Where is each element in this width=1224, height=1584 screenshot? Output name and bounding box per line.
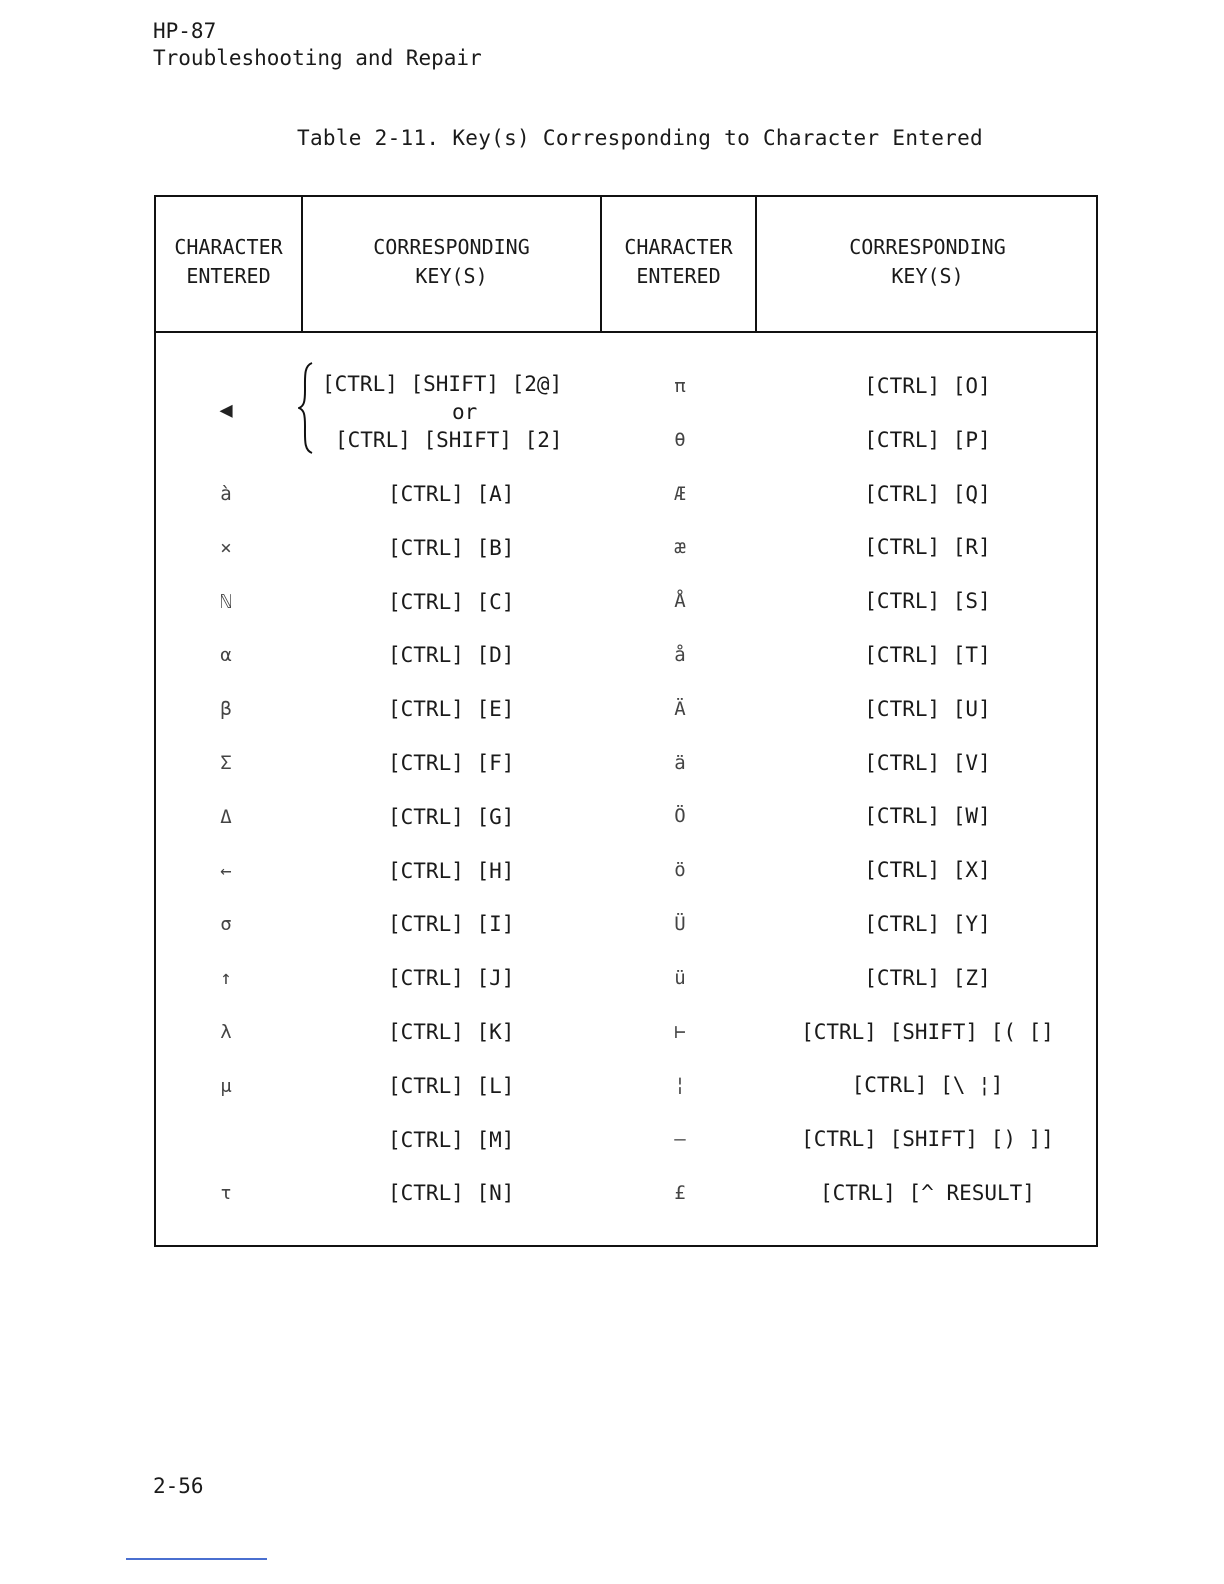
key-combination: [CTRL] [L] bbox=[388, 1073, 515, 1098]
key-combination: [CTRL] [SHIFT] [( [] bbox=[801, 1019, 1054, 1044]
key-combination: [CTRL] [Z] bbox=[864, 965, 991, 990]
brace-icon bbox=[298, 362, 314, 454]
key-combination: [CTRL] [Y] bbox=[864, 912, 991, 936]
key-combination: [CTRL] [U] bbox=[864, 696, 991, 721]
character-glyph: μ bbox=[220, 1074, 232, 1097]
character-glyph: λ bbox=[220, 1021, 232, 1043]
key-combination: [CTRL] [J] bbox=[388, 966, 515, 991]
character-glyph: Ä bbox=[674, 697, 686, 720]
key-combination: [CTRL] [SHIFT] [2@] bbox=[322, 372, 563, 396]
bottom-rule bbox=[126, 1558, 267, 1560]
key-combination: [CTRL] [B] bbox=[388, 535, 515, 560]
character-glyph: ¦ bbox=[674, 1074, 686, 1097]
column-header-character-right: CHARACTER ENTERED bbox=[624, 235, 733, 288]
key-combination: [CTRL] [C] bbox=[388, 589, 515, 614]
key-combination: [CTRL] [I] bbox=[388, 912, 515, 937]
header-divider bbox=[156, 331, 1096, 333]
character-glyph: ℕ bbox=[220, 590, 232, 613]
character-glyph: τ bbox=[220, 1182, 232, 1205]
column-header-character-left: CHARACTER ENTERED bbox=[174, 235, 283, 288]
character-glyph: ⊢ bbox=[674, 1020, 686, 1043]
character-glyph: ← bbox=[220, 859, 232, 882]
character-glyph: Σ bbox=[220, 752, 232, 774]
key-combination: [CTRL] [M] bbox=[388, 1127, 515, 1152]
character-glyph: ↑ bbox=[220, 967, 232, 990]
key-combination: [CTRL] [N] bbox=[388, 1181, 515, 1206]
key-combination: [CTRL] [SHIFT] [2] bbox=[335, 428, 563, 452]
character-glyph: æ bbox=[674, 536, 686, 559]
key-combination: [CTRL] [F] bbox=[388, 751, 515, 775]
key-combination: [CTRL] [G] bbox=[388, 804, 515, 829]
key-combination: [CTRL] [R] bbox=[864, 535, 991, 560]
character-glyph: σ bbox=[220, 913, 232, 936]
character-glyph: α bbox=[220, 644, 232, 667]
or-label: or bbox=[452, 400, 478, 424]
key-combination: [CTRL] [\ ¦] bbox=[851, 1073, 1004, 1098]
key-combination: [CTRL] [P] bbox=[864, 427, 991, 452]
character-glyph: å bbox=[674, 644, 686, 666]
key-combination: [CTRL] [S] bbox=[864, 589, 991, 614]
character-glyph: Ü bbox=[674, 913, 686, 935]
character-glyph: Å bbox=[674, 590, 686, 613]
key-combination: [CTRL] [^ RESULT] bbox=[820, 1181, 1035, 1205]
character-glyph: β bbox=[220, 698, 232, 721]
key-combination: [CTRL] [X] bbox=[864, 858, 991, 883]
character-glyph: ◀ bbox=[219, 398, 233, 423]
character-glyph: ä bbox=[674, 751, 686, 774]
key-combination: [CTRL] [D] bbox=[388, 643, 515, 668]
key-table bbox=[154, 195, 1098, 1247]
character-glyph: θ bbox=[674, 428, 686, 451]
column-header-keys-right: CORRESPONDING KEY(S) bbox=[849, 235, 1006, 288]
key-combination: [CTRL] [K] bbox=[388, 1020, 515, 1044]
character-glyph: ü bbox=[674, 966, 686, 989]
page-header bbox=[153, 18, 482, 72]
key-combination: [CTRL] [Q] bbox=[864, 481, 991, 506]
header-section: Troubleshooting and Repair bbox=[153, 46, 482, 70]
key-combination: [CTRL] [V] bbox=[864, 750, 991, 775]
column-header-keys-left: CORRESPONDING KEY(S) bbox=[373, 235, 530, 288]
character-glyph: ⨯ bbox=[220, 536, 232, 559]
character-glyph: Ö bbox=[674, 805, 686, 828]
character-glyph: £ bbox=[674, 1182, 686, 1204]
character-glyph: Δ bbox=[220, 805, 232, 828]
key-combination: [CTRL] [A] bbox=[388, 482, 515, 506]
key-combination: [CTRL] [W] bbox=[864, 804, 991, 829]
key-combination: [CTRL] [E] bbox=[388, 697, 515, 722]
table-caption: Table 2-11. Key(s) Corresponding to Character Entered bbox=[297, 126, 983, 150]
key-combination: [CTRL] [H] bbox=[388, 858, 515, 883]
key-combination: [CTRL] [T] bbox=[864, 643, 991, 667]
header-model: HP-87 bbox=[153, 19, 217, 43]
page-number: 2-56 bbox=[153, 1474, 204, 1498]
character-glyph: Æ bbox=[674, 482, 686, 505]
key-combination: [CTRL] [SHIFT] [) ]] bbox=[801, 1127, 1054, 1152]
key-combination: [CTRL] [O] bbox=[864, 374, 991, 398]
character-glyph: – bbox=[674, 1128, 686, 1151]
character-glyph: π bbox=[674, 375, 686, 397]
character-glyph: ö bbox=[674, 859, 686, 882]
character-glyph: à bbox=[220, 483, 232, 505]
